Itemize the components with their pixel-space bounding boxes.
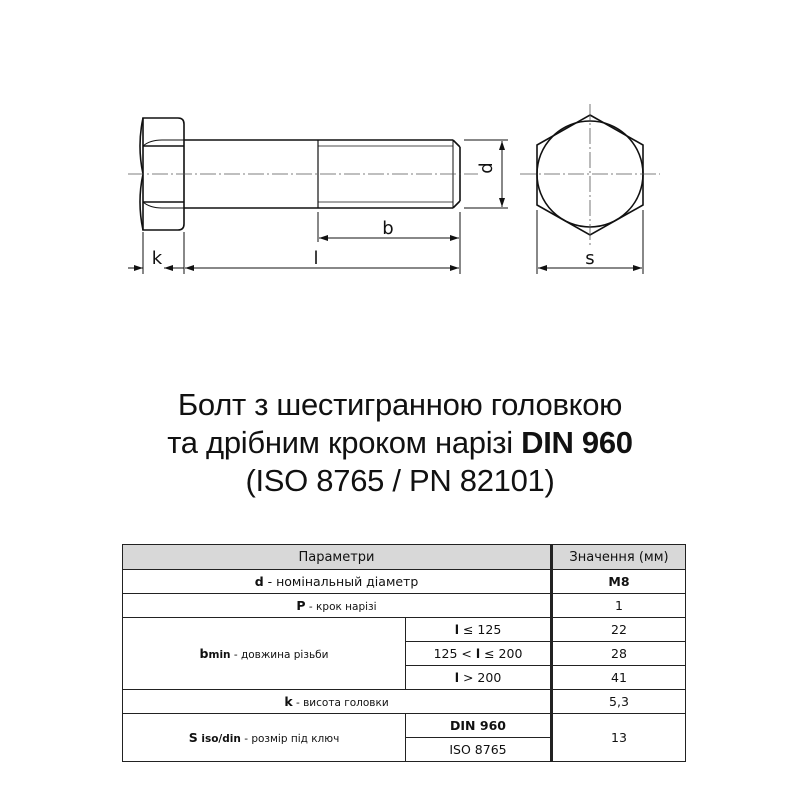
cond-text: ≤ 200 [480,646,523,661]
table-row-p [123,594,686,618]
cond-symbol: l [454,670,459,685]
param-symbol: d [254,574,264,589]
cond-symbol: l [475,646,481,661]
dim-b-label: b [382,218,394,239]
value-b2: 28 [552,642,686,666]
cond-text: 125 < [433,646,476,661]
header-params: Параметри [123,545,552,570]
table-row-d [123,570,686,594]
table-row-b1 [123,618,686,642]
title-line-2-text: та дрібним кроком нарізі [167,425,522,460]
param-subscript: iso/din [197,733,241,745]
table-header-row [123,545,686,570]
specification-table [122,544,686,762]
param-s [123,714,406,762]
cond-b1 [406,618,552,642]
param-subscript: min [208,649,231,661]
cond-b3 [406,666,552,690]
param-b [123,618,406,690]
dim-s-label: s [585,248,595,269]
param-label: - номінальный діаметр [263,574,419,589]
product-title [0,386,800,500]
dim-l-label: l [313,248,319,269]
title-line-2 [0,424,800,462]
cond-text: ≤ 125 [459,622,502,637]
param-symbol: k [284,694,293,709]
value-b1: 22 [552,618,686,642]
value-d: M8 [552,570,686,594]
std-iso: ISO 8765 [406,738,552,762]
value-s: 13 [552,714,686,762]
param-symbol: S [188,730,198,745]
value-p: 1 [552,594,686,618]
table-row-s1 [123,714,686,738]
cond-b2 [406,642,552,666]
cond-symbol: l [454,622,459,637]
param-label: - крок нарізі [305,601,377,613]
dim-k-label: k [151,248,163,269]
param-p [123,594,552,618]
bolt-technical-drawing [0,0,800,330]
param-symbol: P [296,598,306,613]
param-label: - довжина різьби [230,649,329,661]
value-b3: 41 [552,666,686,690]
param-d [123,570,552,594]
param-label: - висота головки [292,697,389,709]
standard-name: DIN 960 [521,425,633,460]
param-symbol: b [199,646,209,661]
title-line-1: Болт з шестигранною головкою [177,387,623,422]
param-k [123,690,552,714]
std-din: DIN 960 [406,714,552,738]
title-line-3: (ISO 8765 / PN 82101) [245,463,555,498]
param-label: - розмір під ключ [240,733,340,745]
dim-d-label: d [476,162,497,174]
value-k: 5,3 [552,690,686,714]
table-row-k [123,690,686,714]
cond-text: > 200 [459,670,502,685]
header-values: Значення (мм) [552,545,686,570]
